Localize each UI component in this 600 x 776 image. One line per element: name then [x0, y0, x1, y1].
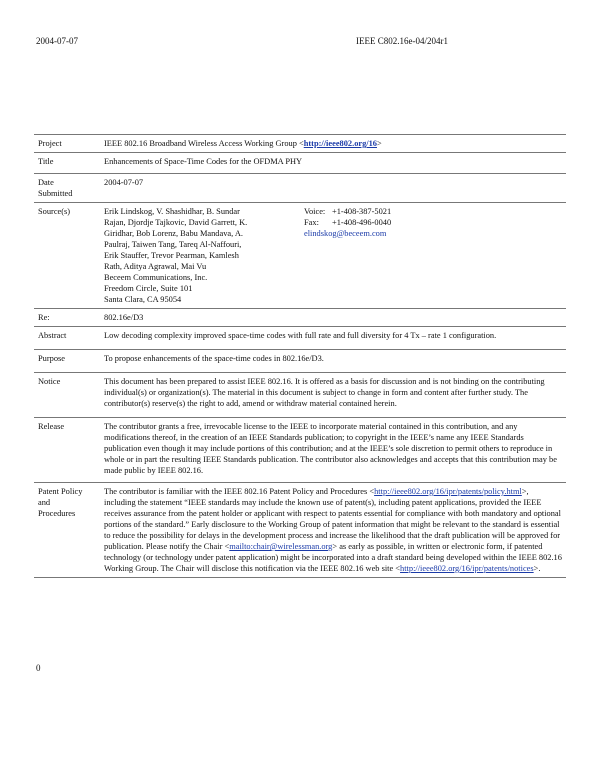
label-date-submitted: Date Submitted [34, 174, 100, 203]
row-project [34, 135, 566, 153]
label-release: Release [34, 418, 100, 483]
row-patent [34, 483, 566, 578]
header-date: 2004-07-07 [36, 36, 78, 46]
row-purpose [34, 350, 566, 373]
row-re [34, 309, 566, 327]
label-re: Re: [34, 309, 100, 327]
header-doc-id: IEEE C802.16e-04/204r1 [356, 36, 448, 46]
label-notice: Notice [34, 373, 100, 418]
cover-table [34, 134, 566, 578]
row-title [34, 153, 566, 174]
row-release [34, 418, 566, 483]
row-abstract [34, 327, 566, 350]
value-title: Enhancements of Space-Time Codes for the OFDMA PHY [100, 153, 566, 174]
value-project: IEEE 802.16 Broadband Wireless Access Working Group <http://ieee802.org/16> [100, 135, 566, 153]
notices-link[interactable]: http://ieee802.org/16/ipr/patents/notices [400, 564, 534, 573]
value-re: 802.16e/D3 [100, 309, 566, 327]
source-contacts: Voice: +1-408-387-5021 Fax: +1-408-496-0040 elindskog@beceem.com [304, 207, 392, 238]
row-notice [34, 373, 566, 418]
fax-number: +1-408-496-0040 [332, 218, 392, 227]
value-sources [100, 203, 566, 309]
page-number: 0 [36, 663, 41, 673]
policy-link[interactable]: http://ieee802.org/16/ipr/patents/policy.html [374, 487, 522, 496]
label-project: Project [34, 135, 100, 153]
label-sources: Source(s) [34, 203, 100, 309]
label-patent: Patent Policy and Procedures [34, 483, 100, 578]
value-abstract: Low decoding complexity improved space-time codes with full rate and full diversity for 4 Tx – rate 1 configuration. [100, 327, 566, 350]
row-date-submitted [34, 174, 566, 203]
row-sources [34, 203, 566, 309]
value-notice: This document has been prepared to assist IEEE 802.16. It is offered as a basis for discussion and is not binding on the contributing individual(s) or organization(s). The material in this document is subject to change in form and content after further study. The contributor(s) reserve(s) the right to add, amend or withdraw material contained herein. [100, 373, 566, 418]
value-release: The contributor grants a free, irrevocable license to the IEEE to incorporate material contained in this contribution, and any modifications thereof, in the creation of an IEEE Standards publication; to copyright in the IEEE’s name any IEEE Standards publication even though it may include portions of this contribution; and at the IEEE’s sole discretion to permit others to reproduce in whole or in part the resulting IEEE Standards publication. The contributor also acknowledges and accepts that this contribution may be made public by IEEE 802.16. [100, 418, 566, 483]
value-purpose: To propose enhancements of the space-time codes in 802.16e/D3. [100, 350, 566, 373]
label-abstract: Abstract [34, 327, 100, 350]
value-patent: The contributor is familiar with the IEEE 802.16 Patent Policy and Procedures <http://ieee802.org/16/ipr/patents/policy.html>, including the statement “IEEE standards may include the known use of patent(s), including patent applications, provided the IEEE receives assurance from the patent holder or applicant with respect to patents essential for compliance with both mandatory and optional portions of the standard.” Early disclosure to the Working Group of patent information that might be relevant to the standard is essential to reduce the possibility for delays in the development process and increase the likelihood that the draft publication will be approved for publication. Please notify the Chair <mailto:chair@wirelessman.org> as early as possible, in written or electronic form, if patented technology (or technology under patent application) might be incorporated into a draft standard being developed within the IEEE 802.16 Working Group. The Chair will disclose this notification via the IEEE 802.16 web site <http://ieee802.org/16/ipr/patents/notices>. [100, 483, 566, 578]
voice-number: +1-408-387-5021 [332, 207, 392, 216]
chair-mail-link[interactable]: mailto:chair@wirelessman.org [229, 542, 333, 551]
label-purpose: Purpose [34, 350, 100, 373]
value-date-submitted: 2004-07-07 [100, 174, 566, 203]
label-title: Title [34, 153, 100, 174]
source-authors: Erik Lindskog, V. Shashidhar, B. Sundar Rajan, Djordje Tajkovic, David Garrett, K. Giridhar, Bob Lorenz, Babu Mandava, A. Paulraj, Taiwen Tang, Tareq Al-Naffouri, Erik Stauffer, Trevor Pearman, Kamlesh Rath, Aditya Agrawal, Mai Vu Beceem Communications, Inc. Freedom Circle, Suite 101 Santa Clara, CA 95054 [104, 207, 248, 304]
email-link[interactable]: elindskog@beceem.com [304, 229, 387, 238]
project-link[interactable]: http://ieee802.org/16 [303, 139, 377, 148]
